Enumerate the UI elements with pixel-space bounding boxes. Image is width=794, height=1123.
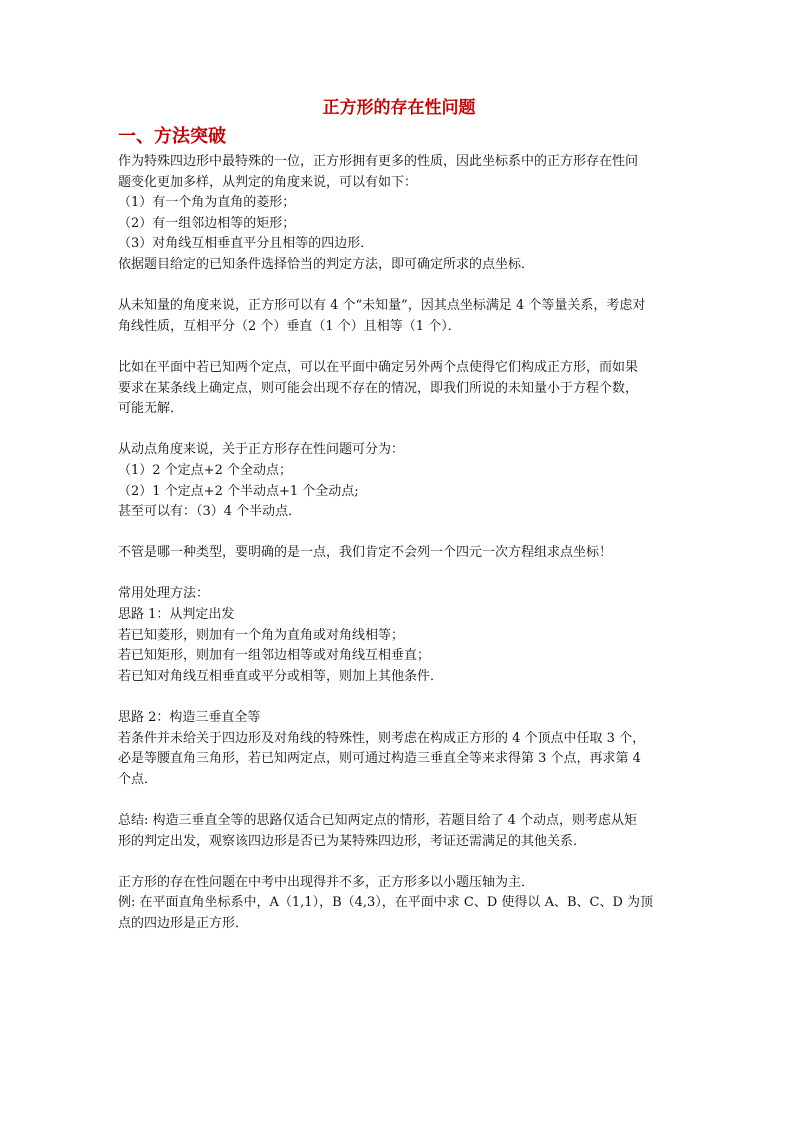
paragraph-method-1 <box>118 584 680 687</box>
paragraph-unknowns <box>118 296 680 337</box>
text-line: 若已知对角线互相垂直或平分或相等，则加上其他条件． <box>118 668 444 684</box>
text-line: 若条件并未给关于四边形及对角线的特殊性，则考虑在构成正方形的 4 个顶点中任取 3 个， <box>118 730 646 746</box>
spacer <box>118 523 680 544</box>
text-line: 不管是哪一种类型，要明确的是一点，我们肯定不会列一个四元一次方程组求点坐标！ <box>118 545 613 561</box>
text-line: 个点． <box>118 771 158 787</box>
text-line: 若已知菱形，则加有一个角为直角或对角线相等； <box>118 627 405 643</box>
text-line: 比如在平面中若已知两个定点，可以在平面中确定另外两个点使得它们构成正方形，而如果 <box>118 359 639 375</box>
document-page <box>118 96 680 935</box>
text-line: 思路 2：构造三垂直全等 <box>118 710 261 726</box>
spacer <box>118 687 680 708</box>
text-line: 从动点角度来说，关于正方形存在性问题可分为： <box>118 442 405 458</box>
text-line: 要求在某条线上确定点，则可能会出现不存在的情况，即我们所说的未知量小于方程个数， <box>118 380 639 396</box>
text-line: 作为特殊四边形中最特殊的一位，正方形拥有更多的性质，因此坐标系中的正方形存在性问 <box>118 154 639 169</box>
spacer <box>118 852 680 873</box>
list-item: （1）2 个定点+2 个全动点； <box>118 462 292 478</box>
text-line: 必是等腰直角三角形，若已知两定点，则可通过构造三垂直全等来求得第 3 个点，再求第 4 <box>118 751 641 767</box>
text-line: 例: 在平面直角坐标系中，A（1,1），B（4,3），在平面中求 C、D 使得以 A、B、C、D 为顶 <box>118 895 654 911</box>
spacer <box>118 790 680 811</box>
paragraph-moving-points <box>118 440 680 522</box>
paragraph-example <box>118 873 680 935</box>
text-line: 从未知量的角度来说，正方形可以有 4 个“未知量”，因其点坐标满足 4 个等量关系，考虑对 <box>118 298 646 314</box>
paragraph-method-2 <box>118 708 680 790</box>
paragraph-intro <box>118 152 680 276</box>
text-line: 常用处理方法： <box>118 586 210 602</box>
list-item: （2）1 个定点+2 个半动点+1 个全动点; <box>118 483 359 499</box>
text-line: 若已知矩形，则加有一组邻边相等或对角线互相垂直； <box>118 648 431 664</box>
list-item: （1）有一个角为直角的菱形； <box>118 195 296 211</box>
list-item: （2）有一组邻边相等的矩形； <box>118 215 296 231</box>
paragraph-summary <box>118 811 680 852</box>
text-line: 思路 1：从判定出发 <box>118 607 235 623</box>
spacer <box>118 420 680 441</box>
text-line: 角线性质，互相平分（2 个）垂直（1 个）且相等（1 个）． <box>118 318 461 334</box>
paragraph-note <box>118 543 680 564</box>
paragraph-fixed-points <box>118 358 680 420</box>
text-line: 依据题目给定的已知条件选择恰当的判定方法，即可确定所求的点坐标． <box>118 256 535 272</box>
spacer <box>118 276 680 297</box>
list-item: （3）对角线互相垂直平分且相等的四边形． <box>118 236 374 252</box>
spacer <box>118 337 680 358</box>
text-line: 形的判定出发，观察该四边形是否已为某特殊四边形，考证还需满足的其他关系． <box>118 833 587 849</box>
document-title: 正方形的存在性问题 <box>322 98 476 118</box>
text-line: 可能无解． <box>118 401 184 417</box>
text-line: 正方形的存在性问题在中考中出现得并不多，正方形多以小题压轴为主． <box>118 874 535 890</box>
list-item: 甚至可以有：（3）4 个半动点． <box>118 504 302 520</box>
section-heading-method: 一、方法突破 <box>118 126 226 147</box>
text-line: 点的四边形是正方形． <box>118 915 249 931</box>
spacer <box>118 564 680 585</box>
text-line: 总结: 构造三垂直全等的思路仅适合已知两定点的情形，若题目给了 4 个动点，则考虑从矩 <box>118 813 638 828</box>
text-line: 题变化更加多样，从判定的角度来说，可以有如下： <box>118 174 418 190</box>
